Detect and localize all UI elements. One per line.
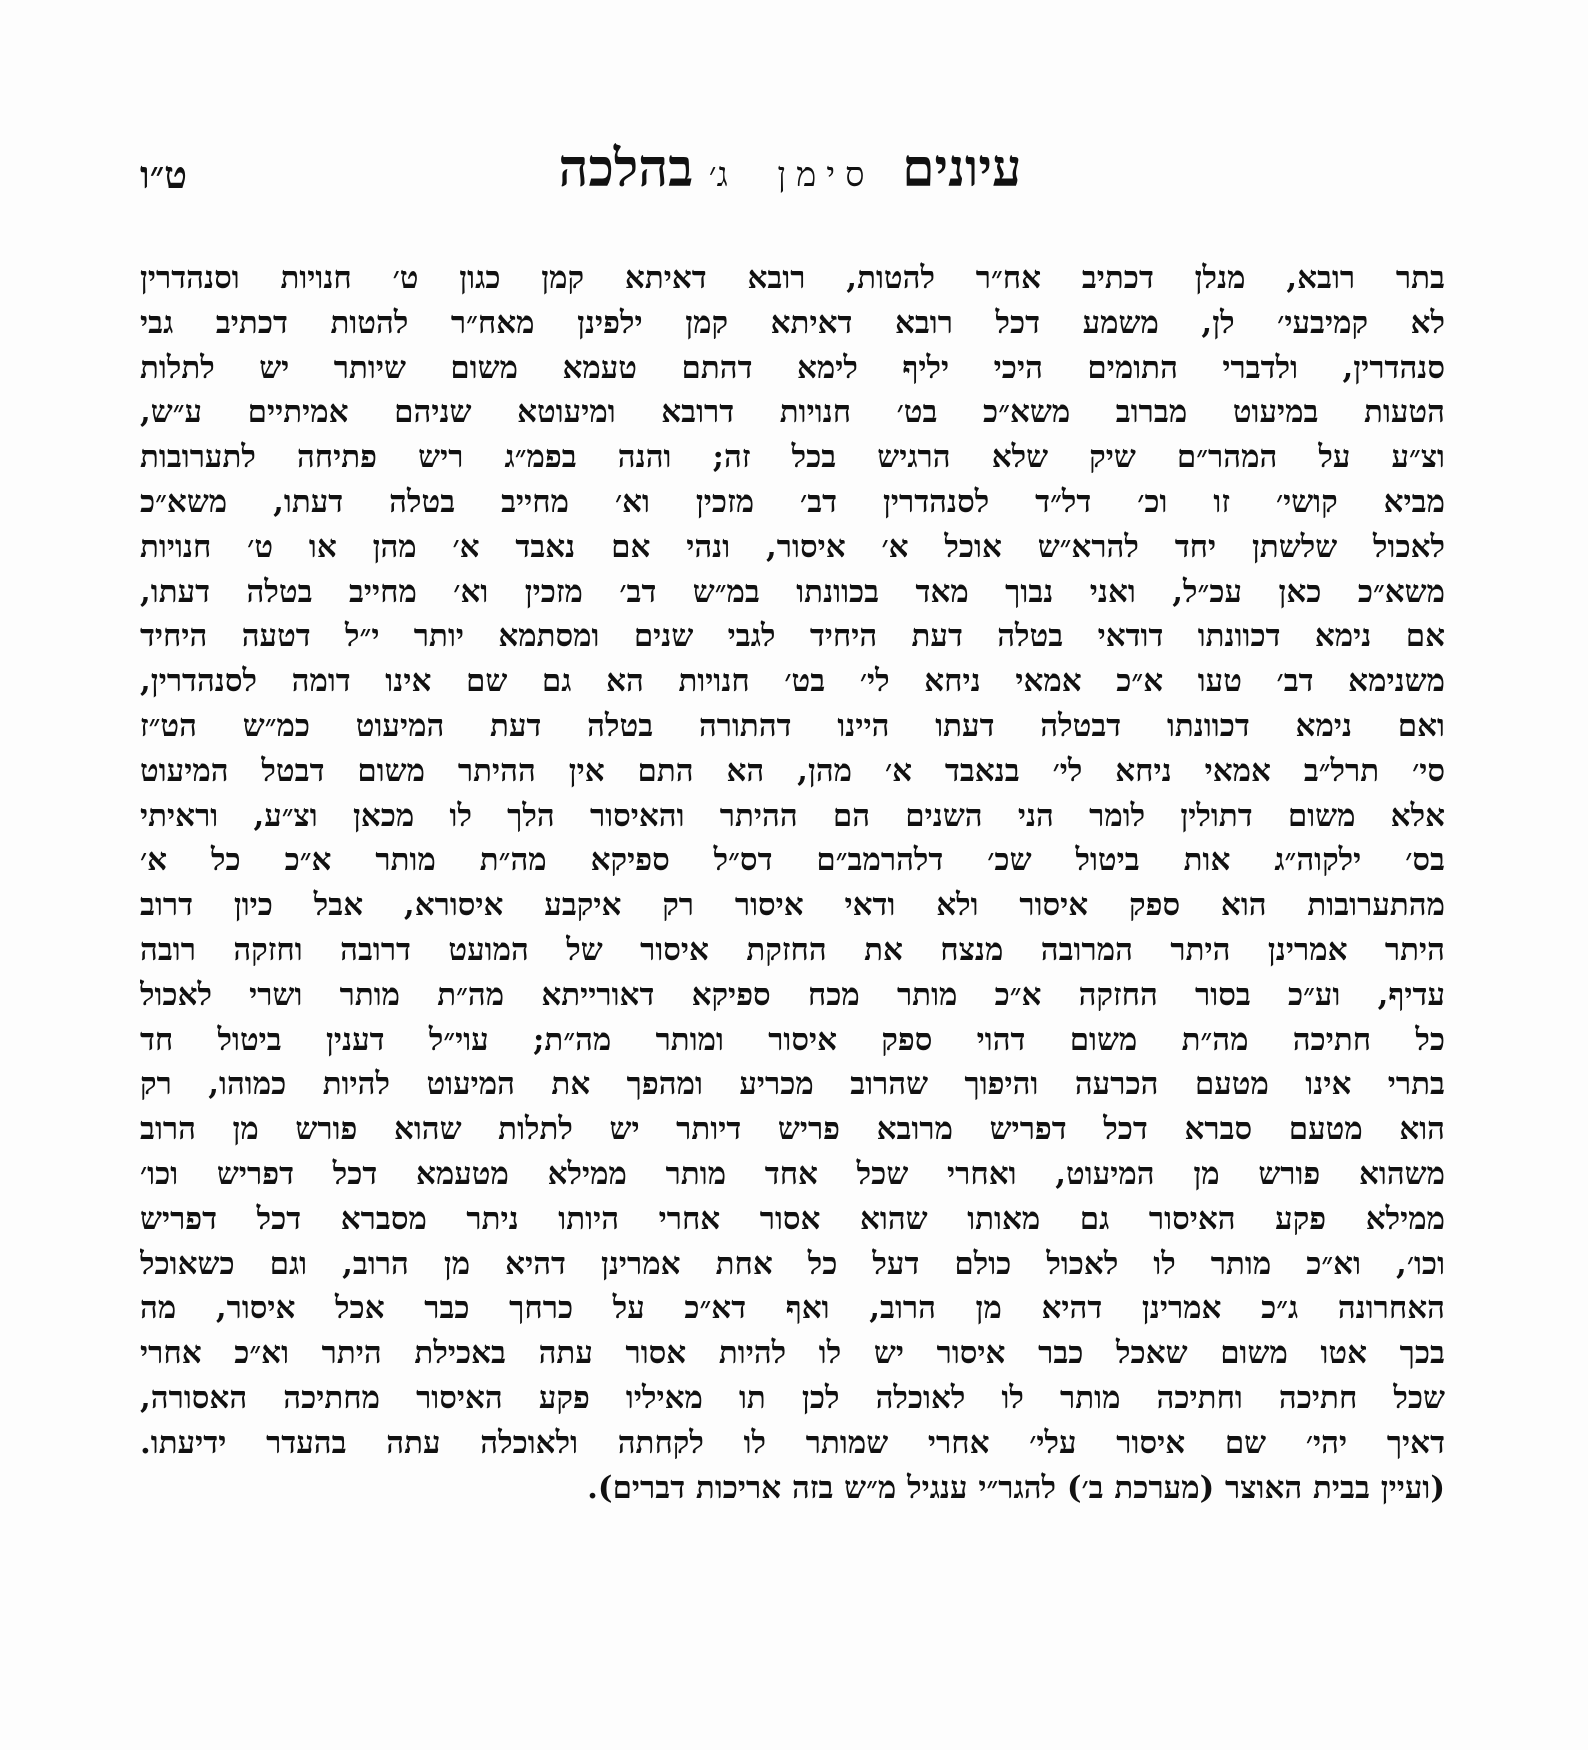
text-line: לאכול שלשתן יחד להרא״ש אוכל א׳ איסור, ונהי אם נאבד א׳ מהן או ט׳ חנויות bbox=[140, 528, 1445, 565]
text-line: בתרי אינו מטעם הכרעה והיפוך שהרוב מכריע ומהפך את המיעוט להיות כמוהו, רק bbox=[140, 1066, 1445, 1103]
text-line: הטעות במיעוט מברוב משא״כ בט׳ חנויות דרובא ומיעוטא שניהם אמיתיים ע״ש, bbox=[140, 394, 1445, 431]
text-line: הוא מטעם סברא דכל דפריש מרובא פריש דיותר יש לתלות שהוא פורש מן הרוב bbox=[140, 1111, 1445, 1148]
title-word-number: ג׳ bbox=[708, 155, 728, 195]
text-line: עדיף, וע״כ בסור החזקה א״כ מותר מכח ספיקא דאורייתא מה״ת מותר ושרי לאכול bbox=[140, 976, 1445, 1013]
text-line: מביא קושי׳ זו וכ׳ דל״ד לסנהדרין דב׳ מזכין וא׳ מחייב בטלה דעתו, משא״כ bbox=[140, 483, 1445, 520]
text-line: ממילא פקע האיסור גם מאותו שהוא אסור אחרי היותו ניתר מסברא דכל דפריש bbox=[140, 1200, 1445, 1237]
text-line: סי׳ תרל״ב אמאי ניחא לי׳ בנאבד א׳ מהן, הא התם אין ההיתר משום דבטל המיעוט bbox=[140, 752, 1445, 789]
text-line: האחרונה ג״כ אמרינן דהיא מן הרוב, ואף דא״כ על כרחך כבר אכל איסור, מה bbox=[140, 1290, 1445, 1327]
text-line: היתר אמרינן היתר המרובה מנצח את החזקת איסור של המועט דרובה וחזקה רובה bbox=[140, 931, 1445, 968]
text-line: בתר רובא, מנלן דכתיב אח״ר להטות, רובא דאיתא קמן כגון ט׳ חנויות וסנהדרין bbox=[140, 260, 1445, 296]
title-word-siman: סימן bbox=[777, 155, 875, 195]
text-line: וצ״ע על המהר״ם שיק שלא הרגיש בכל זה; והנה בפמ״ג ריש פתיחה לתערובות bbox=[140, 439, 1445, 476]
text-line: ואם נימא דכוונתו דבטלה דעתו היינו דהתורה בטלה דעת המיעוט כמ״ש הט״ז bbox=[140, 707, 1445, 744]
text-line: סנהדרין, ולדברי התומים היכי יליף לימא דהתם טעמא משום שיותר יש לתלות bbox=[140, 349, 1445, 386]
title-word-iyunim: עיונים bbox=[902, 138, 1022, 199]
text-line: בכך אטו משום שאכל כבר איסור יש לו להיות אסור עתה באכילת היתר וא״כ אחרי bbox=[140, 1335, 1445, 1372]
title-word-behalacha: בהלכה bbox=[558, 138, 694, 199]
text-line: לא קמיבעי׳ לן, משמע דכל רובא דאיתא קמן ילפינן מאח״ר להטות דכתיב גבי bbox=[140, 304, 1445, 341]
text-line-last: (ועיין בבית האוצר (מערכת ב׳) להגר״י ענגיל מ״ש בזה אריכות דברים). bbox=[587, 1469, 1445, 1506]
page-header bbox=[140, 138, 1440, 208]
text-line: אם נימא דכוונתו דודאי בטלה דעת היחיד לגבי שנים ומסתמא יותר י״ל דטעה היחיד bbox=[140, 618, 1445, 655]
text-line: מהתערובות הוא ספק איסור ולא ודאי איסור רק איקבע איסורא, אבל כיון דרוב bbox=[140, 887, 1445, 924]
page-number: ט״ו bbox=[140, 152, 188, 197]
body-text bbox=[140, 256, 1445, 1510]
text-line: משא״כ כאן עכ״ל, ואני נבוך מאד בכוונתו במ״ש דב׳ מזכין וא׳ מחייב בטלה דעתו, bbox=[140, 573, 1445, 610]
text-line: משהוא פורש מן המיעוט, ואחרי שכל אחד מותר ממילא מטעמא דכל דפריש וכו׳ bbox=[140, 1155, 1445, 1192]
text-line: בס׳ ילקוה״ג אות ביטול שכ׳ דלהרמב״ם דס״ל ספיקא מה״ת מותר א״כ כל א׳ bbox=[140, 842, 1445, 879]
text-line: אלא משום דתולין לומר הני השנים הם ההיתר והאיסור הלך לו מכאן וצ״ע, וראיתי bbox=[140, 797, 1445, 834]
text-line: משנימא דב׳ טעו א״כ אמאי ניחא לי׳ בט׳ חנויות הא גם שם אינו דומה לסנהדרין, bbox=[140, 663, 1445, 700]
text-line: כל חתיכה מה״ת משום דהוי ספק איסור ומותר מה״ת; עוי״ל דענין ביטול חד bbox=[140, 1021, 1445, 1058]
text-line: דאיך יהי׳ שם איסור עלי׳ אחרי שמותר לו לקחתה ולאוכלה עתה בהעדר ידיעתו. bbox=[140, 1424, 1445, 1461]
text-line: וכו׳, וא״כ מותר לו לאכול כולם דעל כל אחת אמרינן דהיא מן הרוב, וגם כשאוכל bbox=[140, 1245, 1445, 1282]
text-line: שכל חתיכה וחתיכה מותר לו לאוכלה לכן תו מאיליו פקע האיסור מחתיכה האסורה, bbox=[140, 1379, 1445, 1416]
page-title bbox=[140, 138, 1440, 199]
